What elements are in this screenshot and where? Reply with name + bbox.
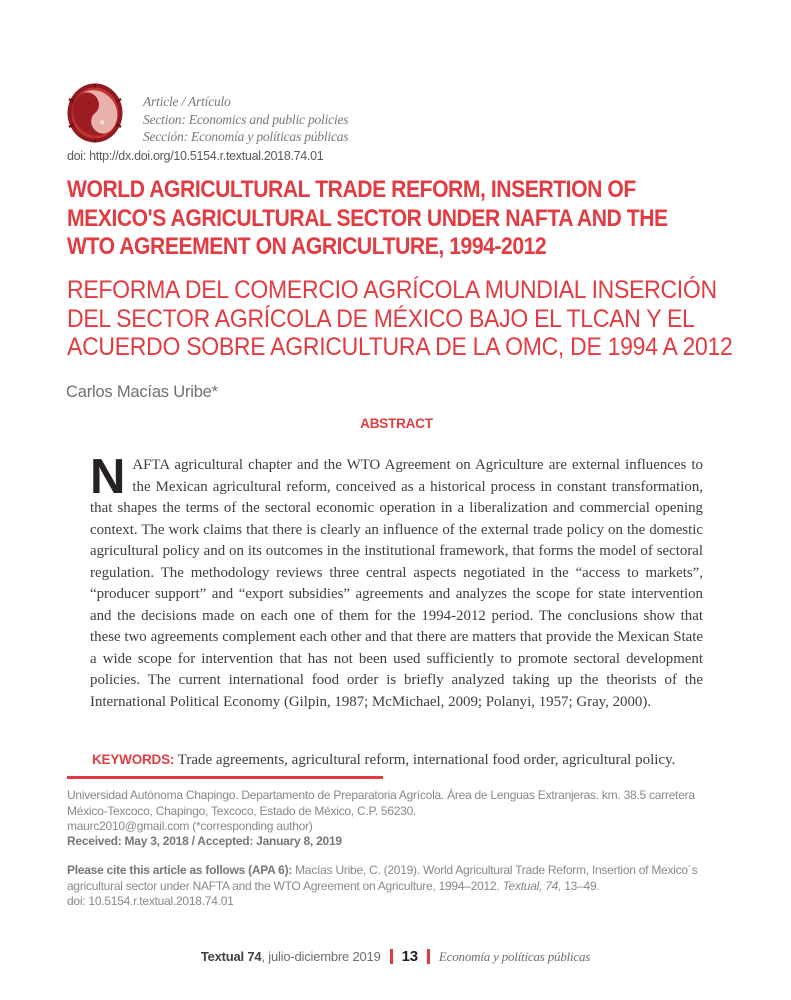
corresponding-author-email: maurc2010@gmail.com (*corresponding author) (67, 819, 313, 833)
journal-logo (66, 82, 124, 144)
dropcap-letter: N (90, 450, 126, 504)
section-label-es: Sección: Economía y políticas públicas (143, 129, 349, 144)
affiliation-footnote (67, 788, 722, 835)
doi-url: doi: http://dx.doi.org/10.5154.r.textual.2018.74.01 (67, 149, 324, 163)
footer-page-number: 13 (401, 948, 418, 965)
footer-divider-bar-right (427, 949, 430, 964)
page-footer (0, 948, 791, 965)
keywords-text: Trade agreements, agricultural reform, international food order, agricultural policy. (174, 752, 676, 768)
abstract-paragraph (90, 450, 703, 713)
abstract-text: AFTA agricultural chapter and the WTO Agreement on Agriculture are external influences to the Mexican agricultural reform, conceived as a historical process in constant transformation, that shapes the terms of the sectoral economic operation in a liberalization and commercial opening context. The work claims that there is clearly an influence of the external trade policy on the domestic agricultural policy and on its outcomes in the institutional framework, that forms the model of sectoral regulation. The methodology reviews three central aspects negotiated in the “access to markets”, “producer support” and “export subsidies” agreements and analyzes the scope for state intervention and the decisions made on each one of them for the 1994-2012 period. The conclusions show that these two agreements complement each other and that there are matters that provide the Mexican State a wide scope for intervention that has not been used sufficiently to promote sectoral development policies. The current international food order is briefly analyzed taking up the theorists of the International Political Economy (Gilpin, 1987; McMichael, 2009; Polanyi, 1957; Gray, 2000). (90, 457, 703, 710)
citation-label: Please cite this article as follows (APA 6): (67, 863, 293, 877)
footnote-divider (67, 776, 383, 779)
footer-divider-bar-left (390, 949, 393, 964)
title-spanish-line1: REFORMA DEL COMERCIO AGRÍCOLA MUNDIAL INSERCIÓN (67, 276, 717, 304)
section-label-en: Section: Economics and public policies (143, 111, 349, 127)
abstract-heading: ABSTRACT (360, 416, 433, 431)
keywords-line (92, 752, 705, 769)
received-accepted-line: Received: May 3, 2018 / Accepted: January 8, 2019 (67, 834, 342, 848)
author-name: Carlos Macías Uribe* (66, 383, 218, 401)
footer-journal-name: Textual 74 (200, 949, 262, 964)
title-english-line2: MEXICO'S AGRICULTURAL SECTOR UNDER NAFTA AND THE (67, 204, 668, 232)
title-english-line1: WORLD AGRICULTURAL TRADE REFORM, INSERTION OF (67, 176, 636, 203)
title-spanish (67, 276, 790, 362)
citation-text-1: Macías Uribe, C. (2019). World Agricultural Trade Reform, Insertion of Mexico´s agricultural sector under NAFTA and the WTO Agreement on Agriculture, 1994–2012. (67, 863, 698, 893)
keywords-label: KEYWORDS: (92, 752, 175, 767)
title-spanish-line3: ACUERDO SOBRE AGRICULTURA DE LA OMC, DE 1994 A 2012 (67, 333, 733, 361)
citation-journal-italic: Textual, 74, (502, 878, 562, 893)
article-type-label: Article / Artículo (143, 94, 231, 109)
affiliation-text: Universidad Autónoma Chapingo. Departamento de Preparatoria Agrícola. Área de Lenguas Extranjeras. km. 38.5 carretera México-Texcoco, Chapingo, Texcoco, Estado de México, C.P. 56230. (67, 788, 695, 818)
citation-note (67, 863, 722, 910)
footer-journal-issue: , julio-diciembre 2019 (261, 949, 381, 964)
citation-doi: doi: 10.5154.r.textual.2018.74.01 (67, 894, 234, 908)
footer-section-name: Economía y políticas públicas (438, 949, 591, 964)
textual-logo-icon (66, 82, 124, 144)
title-english-line3: WTO AGREEMENT ON AGRICULTURE, 1994-2012 (67, 233, 547, 260)
citation-text-2: 13–49. (561, 878, 600, 893)
title-spanish-line2: DEL SECTOR AGRÍCOLA DE MÉXICO BAJO EL TLCAN Y EL (67, 304, 695, 333)
publication-info (143, 93, 348, 146)
title-english (67, 176, 750, 262)
